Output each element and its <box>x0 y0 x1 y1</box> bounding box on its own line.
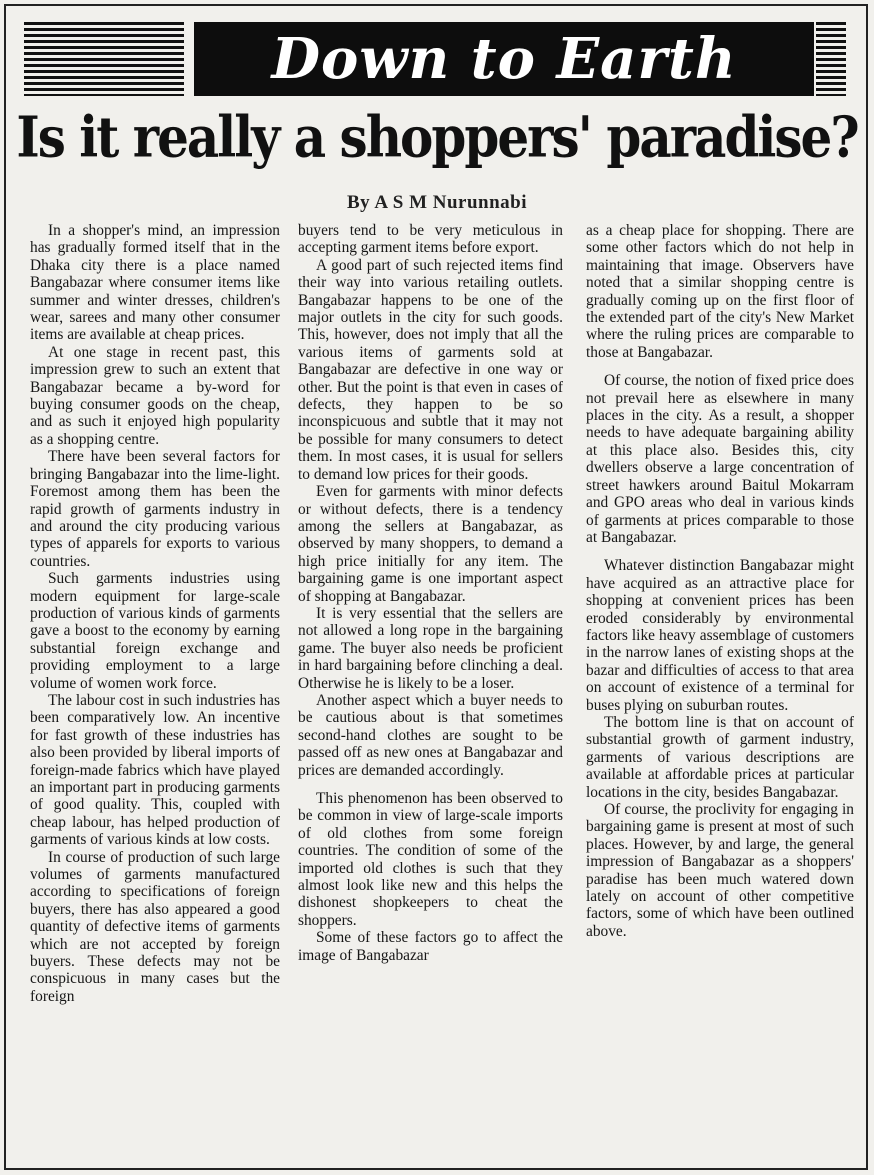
banner-title: Down to Earth <box>271 26 737 92</box>
paragraph: In course of production of such large volumes of garments manufactured according to specifications of foreign buyers, there has also appeared a good quantity of defective items of garments which are not accepted by foreign buyers. These defects may not be conspicuous in many cases but the foreign <box>30 848 280 1005</box>
paragraph: Whatever distinction Bangabazar might have acquired as an attractive place for shopping at convenient prices has been eroded considerably by environmental factors like heavy assemblage of customers in the narrow lanes of existing shops at the bazar and difficulties of access to that area on account of existence of a terminal for buses plying on suburban routes. <box>586 557 854 714</box>
paragraph: Of course, the proclivity for engaging in bargaining game is present at most of such places. However, by and large, the general impression of Bangabazar as a shoppers' paradise has been much watered down lately on account of other competitive factors, some of which have been outlined above. <box>586 801 854 940</box>
article-column-1 <box>30 222 280 1005</box>
banner-box <box>194 22 814 96</box>
article-byline: By A S M Nurunnabi <box>346 192 528 213</box>
paragraph: as a cheap place for shopping. There are some other factors which do not help in maintaining that image. Observers have noted that a similar shopping centre is gradually coming up on the first floor of the extended part of the city's New Market where the ruling prices are comparable to those at Bangabazar. <box>586 222 854 361</box>
article-headline: Is it really a shoppers' paradise? <box>16 104 858 171</box>
paragraph: This phenomenon has been observed to be common in view of large-scale imports of old clothes from some foreign countries. The condition of some of the imported old clothes is such that they almost look like new and this helps the dishonest shopkeepers to cheat the shoppers. <box>298 790 563 929</box>
paragraph: Some of these factors go to affect the image of Bangabazar <box>298 929 563 964</box>
article-column-2 <box>298 222 563 964</box>
article-column-3 <box>586 222 854 940</box>
paragraph: Of course, the notion of fixed price does not prevail here as elsewhere in many places in the city. As a result, a shopper needs to have adequate bargaining ability at this place also. Besides this, city dwellers observe a large concentration of street hawkers around Baitul Mokarram and GPO areas who deal in various kinds of garments at prices comparable to those at Bangabazar. <box>586 372 854 546</box>
paragraph: In a shopper's mind, an impression has gradually formed itself that in the Dhaka city there is a place named Bangabazar where consumer items like summer and winter dresses, children's wear, sarees and many other consumer items are available at cheap prices. <box>30 222 280 344</box>
banner-stripes-right <box>816 22 846 96</box>
paragraph: Even for garments with minor defects or without defects, there is a tendency among the sellers at Bangabazar, as observed by many shoppers, to demand a high price initially for any item. The bargaining game is one important aspect of shopping at Bangabazar. <box>298 483 563 605</box>
banner-stripes-left <box>24 22 184 96</box>
paragraph: At one stage in recent past, this impression grew to such an extent that Bangabazar became a by-word for buying consumer goods on the cheap, and as such it enjoyed high popularity as a shopping centre. <box>30 343 280 448</box>
paragraph: The labour cost in such industries has been comparatively low. An incentive for fast growth of these industries has also been provided by liberal imports of foreign-made fabrics which have played an important part in producing garments of good quality. This, coupled with cheap labour, has helped production of garments of various kinds at low costs. <box>30 691 280 849</box>
paragraph: Such garments industries using modern equipment for large-scale production of various kinds of garments gave a boost to the economy by earning substantial foreign exchange and providing employment to a large volume of women work force. <box>30 570 280 692</box>
paragraph: buyers tend to be very meticulous in accepting garment items before export. <box>298 222 563 257</box>
paragraph: The bottom line is that on account of substantial growth of garment industry, garments of various descriptions are available at affordable prices at particular locations in the city, besides Bangabazar. <box>586 713 854 801</box>
paragraph: It is very essential that the sellers are not allowed a long rope in the bargaining game. The buyer also needs be proficient in hard bargaining before clinching a deal. Otherwise he is likely to be a loser. <box>298 604 563 692</box>
paragraph: Another aspect which a buyer needs to be cautious about is that sometimes second-hand clothes are sought to be passed off as new ones at Bangabazar and prices are demanded accordingly. <box>298 691 563 779</box>
paragraph: There have been several factors for bringing Bangabazar into the lime-light. Foremost among them has been the rapid growth of garments industry in and around the city producing various types of apparels for exports to various countries. <box>30 448 280 570</box>
paragraph: A good part of such rejected items find their way into various retailing outlets. Bangabazar happens to be one of the major outlets in the city for such goods. This, however, does not imply that all the various items of garments sold at Bangabazar are defective in one way or other. But the point is that even in cases of defects, they happen to be so inconspicuous and subtle that it may not be possible for many consumers to detect them. In most cases, it is usual for sellers to demand low prices for their goods. <box>298 256 563 483</box>
column-banner <box>24 22 846 96</box>
